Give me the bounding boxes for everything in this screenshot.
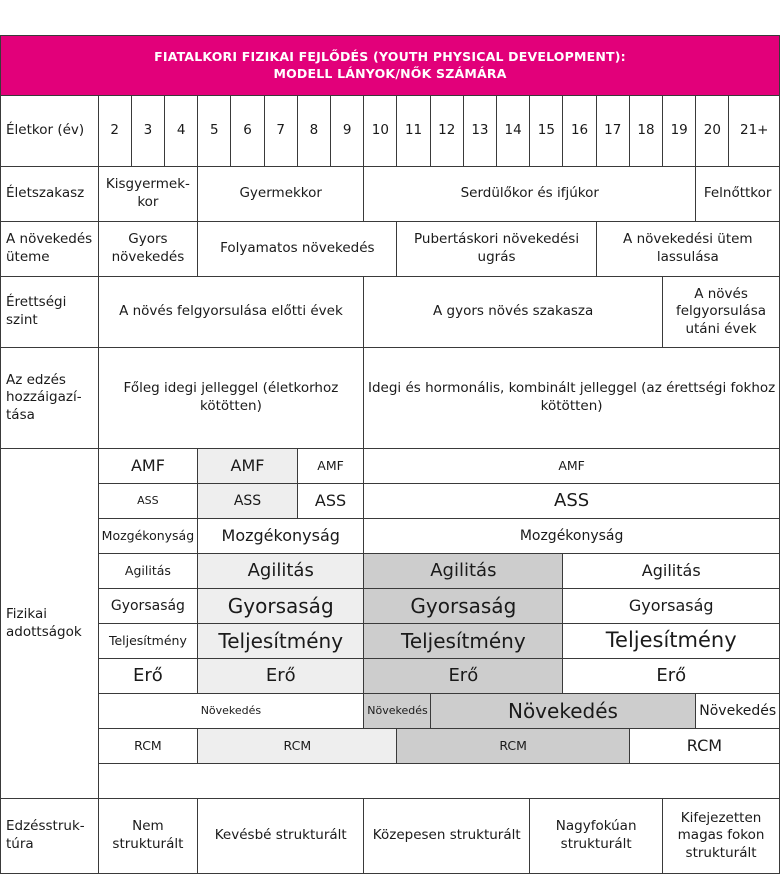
- strength-cell: Erő: [563, 659, 780, 694]
- rcm-cell: RCM: [98, 729, 198, 764]
- age-cell: 4: [165, 96, 198, 167]
- speed-cell: Gyorsaság: [364, 589, 563, 624]
- amf-cell: AMF: [297, 449, 363, 484]
- age-cell: 19: [663, 96, 696, 167]
- strength-cell: Erő: [98, 659, 198, 694]
- speed-cell: Gyorsaság: [198, 589, 364, 624]
- maturity-post-phv: A növés felgyorsulása utáni évek: [663, 277, 780, 348]
- quality-row-amf: [1, 449, 780, 484]
- ytpd-model-table: [0, 35, 780, 874]
- age-cell: 8: [297, 96, 330, 167]
- age-cell: 15: [530, 96, 563, 167]
- strength-cell: Erő: [198, 659, 364, 694]
- quality-row-strength: [1, 659, 780, 694]
- strength-cell: Erő: [364, 659, 563, 694]
- quality-row-power: [1, 624, 780, 659]
- structure-cell: Közepesen strukturált: [364, 799, 530, 874]
- structure-cell: Nagyfokúan strukturált: [530, 799, 663, 874]
- hypertrophy-cell: Növekedés: [364, 694, 430, 729]
- age-cell: 3: [131, 96, 164, 167]
- mobility-cell: Mozgékonyság: [198, 519, 364, 554]
- speed-cell: Gyorsaság: [563, 589, 780, 624]
- quality-row-hypertrophy: [1, 694, 780, 729]
- quality-row-speed: [1, 589, 780, 624]
- growth-rapid: Gyors növekedés: [98, 222, 198, 277]
- age-cell: 21+: [729, 96, 780, 167]
- adaptation-neural: Főleg idegi jelleggel (életkorhoz kötötten): [98, 348, 364, 449]
- power-cell: Teljesítmény: [364, 624, 563, 659]
- quality-row-ass: [1, 484, 780, 519]
- row-label-physical: Fizikai adottságok: [1, 449, 99, 799]
- amf-cell: AMF: [198, 449, 298, 484]
- mobility-cell: Mozgékonyság: [364, 519, 780, 554]
- amf-cell: AMF: [364, 449, 780, 484]
- quality-row-rcm: [1, 729, 780, 764]
- rcm-cell: RCM: [629, 729, 779, 764]
- ass-cell: ASS: [364, 484, 780, 519]
- ass-cell: ASS: [198, 484, 298, 519]
- structure-cell: Kevésbé strukturált: [198, 799, 364, 874]
- empty-cell: [98, 764, 779, 799]
- row-label-stage: Életszakasz: [1, 167, 99, 222]
- stage-row: [1, 167, 780, 222]
- row-label-growth-rate: A növekedés üteme: [1, 222, 99, 277]
- mobility-cell: Mozgékonyság: [98, 519, 198, 554]
- hypertrophy-cell: Növekedés: [98, 694, 364, 729]
- age-cell: 17: [596, 96, 629, 167]
- age-cell: 10: [364, 96, 397, 167]
- agility-cell: Agilitás: [563, 554, 780, 589]
- structure-row: [1, 799, 780, 874]
- agility-cell: Agilitás: [198, 554, 364, 589]
- row-label-structure: Edzésstruk-túra: [1, 799, 99, 874]
- age-cell: 14: [497, 96, 530, 167]
- age-cell: 18: [629, 96, 662, 167]
- age-cell: 12: [430, 96, 463, 167]
- power-cell: Teljesítmény: [563, 624, 780, 659]
- hypertrophy-cell: Növekedés: [696, 694, 780, 729]
- quality-row-spacer: [1, 764, 780, 799]
- structure-cell: Nem strukturált: [98, 799, 198, 874]
- stage-early-childhood: Kisgyermek-kor: [98, 167, 198, 222]
- rcm-cell: RCM: [397, 729, 629, 764]
- speed-cell: Gyorsaság: [98, 589, 198, 624]
- growth-steady: Folyamatos növekedés: [198, 222, 397, 277]
- quality-row-mobility: [1, 519, 780, 554]
- maturity-row: [1, 277, 780, 348]
- age-cell: 6: [231, 96, 264, 167]
- table-title: [1, 36, 780, 96]
- age-cell: 13: [463, 96, 496, 167]
- age-cell: 9: [331, 96, 364, 167]
- growth-spurt: Pubertáskori növekedési ugrás: [397, 222, 596, 277]
- growth-rate-row: [1, 222, 780, 277]
- age-cell: 5: [198, 96, 231, 167]
- structure-cell: Kifejezetten magas fokon strukturált: [663, 799, 780, 874]
- power-cell: Teljesítmény: [198, 624, 364, 659]
- training-adaptation-row: [1, 348, 780, 449]
- age-cell: 16: [563, 96, 596, 167]
- stage-adulthood: Felnőttkor: [696, 167, 780, 222]
- title-line-2: MODELL LÁNYOK/NŐK SZÁMÁRA: [273, 65, 507, 81]
- maturity-pre-phv: A növés felgyorsulása előtti évek: [98, 277, 364, 348]
- row-label-age: Életkor (év): [1, 96, 99, 167]
- power-cell: Teljesítmény: [98, 624, 198, 659]
- growth-decline: A növekedési ütem lassulása: [596, 222, 779, 277]
- quality-row-agility: [1, 554, 780, 589]
- age-cell: 2: [98, 96, 131, 167]
- amf-cell: AMF: [98, 449, 198, 484]
- age-cell: 7: [264, 96, 297, 167]
- rcm-cell: RCM: [198, 729, 397, 764]
- stage-childhood: Gyermekkor: [198, 167, 364, 222]
- ass-cell: ASS: [297, 484, 363, 519]
- age-cell: 11: [397, 96, 430, 167]
- adaptation-combined: Idegi és hormonális, kombinált jelleggel (az érettségi fokhoz kötötten): [364, 348, 780, 449]
- agility-cell: Agilitás: [98, 554, 198, 589]
- maturity-phv: A gyors növés szakasza: [364, 277, 663, 348]
- age-row: [1, 96, 780, 167]
- stage-adolescence: Serdülőkor és ifjúkor: [364, 167, 696, 222]
- age-cell: 20: [696, 96, 729, 167]
- row-label-training-adaptation: Az edzés hozzáigazí-tása: [1, 348, 99, 449]
- row-label-maturity: Érettségi szint: [1, 277, 99, 348]
- title-line-1: FIATALKORI FIZIKAI FEJLŐDÉS (YOUTH PHYSICAL DEVELOPMENT):: [154, 49, 626, 65]
- agility-cell: Agilitás: [364, 554, 563, 589]
- hypertrophy-cell: Növekedés: [430, 694, 696, 729]
- ass-cell: ASS: [98, 484, 198, 519]
